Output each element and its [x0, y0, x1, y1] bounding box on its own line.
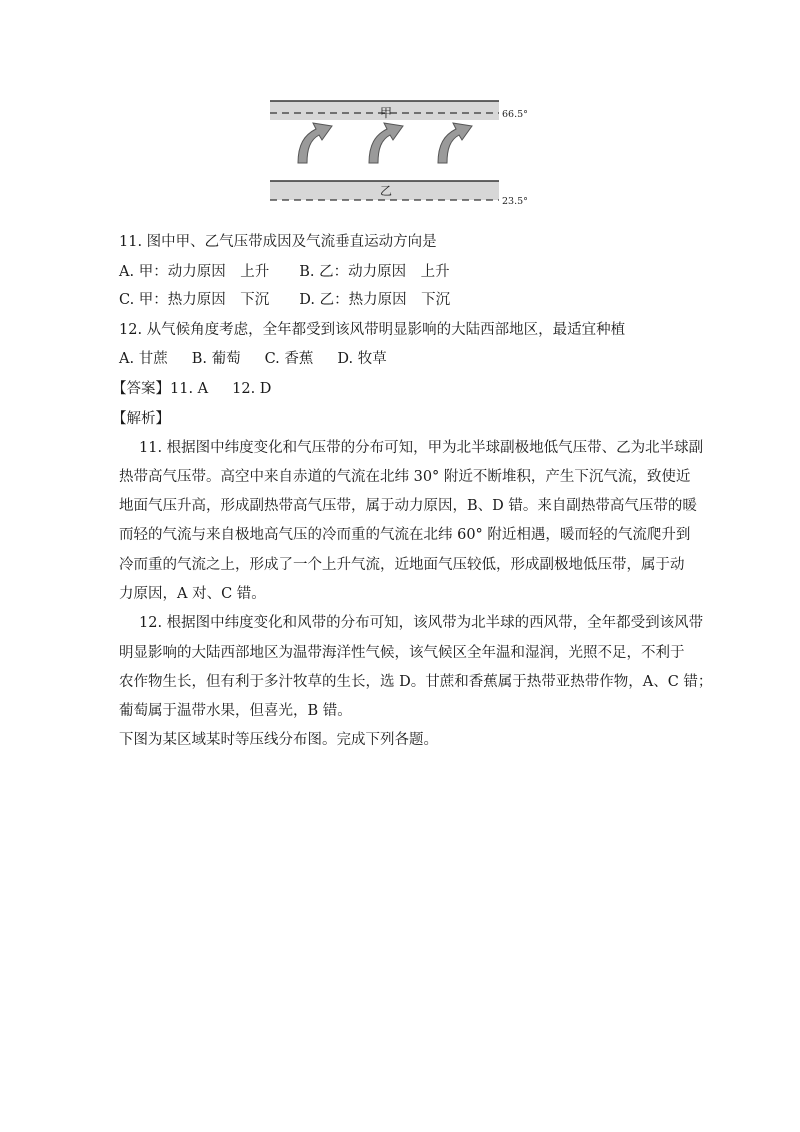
q11-stem: 11. 图中甲、乙气压带成因及气流垂直运动方向是 — [119, 234, 437, 250]
analysis-11-line-4: 而轻的气流与来自极地高气压的冷而重的气流在北纬 60° 附近相遇，暖而轻的气流爬升到 — [119, 527, 691, 543]
analysis-11-line-3: 地面气压升高，形成副热带高气压带，属于动力原因，B、D 错。来自副热带高气压带的暖 — [119, 498, 697, 514]
q12-option-d: D. 牧草 — [337, 351, 387, 367]
analysis-12-line-1: 12. 根据图中纬度变化和风带的分布可知，该风带为北半球的西风带，全年都受到该风带 — [139, 615, 704, 631]
pressure-belt-diagram — [262, 93, 532, 208]
updraft-arrow — [298, 123, 332, 163]
analysis-12-line-4: 葡萄属于温带水果，但喜光，B 错。 — [119, 703, 352, 719]
q11-option-d: D. 乙：热力原因 下沉 — [299, 292, 451, 308]
analysis-label: 【解析】 — [112, 411, 170, 427]
analysis-12-line-3: 农作物生长，但有利于多汁牧草的生长，选 D。甘蔗和香蕉属于热带亚热带作物，A、C 错； — [119, 674, 713, 690]
q11-option-c: C. 甲：热力原因 下沉 — [119, 292, 270, 308]
lat-23-5: 23.5° — [502, 196, 528, 207]
q12-option-b: B. 葡萄 — [191, 351, 241, 367]
analysis-11-line-5: 冷而重的气流之上，形成了一个上升气流，近地面气压较低，形成副极地低压带，属于动 — [119, 557, 685, 573]
lat-66-5: 66.5° — [502, 109, 528, 120]
analysis-12-line-2: 明显影响的大陆西部地区为温带海洋性气候，该气候区全年温和湿润，光照不足，不利于 — [119, 645, 685, 661]
q12-option-c: C. 香蕉 — [264, 351, 314, 367]
answer-11: 11. A — [170, 381, 209, 397]
q11-options-cd — [119, 290, 450, 310]
q11-option-a: A. 甲：动力原因 上升 — [119, 264, 270, 280]
q11-options-ab — [119, 262, 450, 282]
q12-option-a: A. 甘蔗 — [119, 351, 168, 367]
answer-label: 【答案】 — [112, 381, 170, 397]
q12-options — [119, 349, 387, 369]
updraft-arrow — [438, 123, 472, 163]
q11-option-b: B. 乙：动力原因 上升 — [299, 264, 450, 280]
label-yi: 乙 — [379, 184, 393, 198]
updraft-arrow — [369, 123, 403, 163]
q12-stem: 12. 从气候角度考虑，全年都受到该风带明显影响的大陆西部地区，最适宜种植 — [119, 322, 626, 338]
analysis-11-line-2: 热带高气压带。高空中来自赤道的气流在北纬 30° 附近不断堆积，产生下沉气流，致使近 — [119, 469, 691, 485]
analysis-11-line-6: 力原因，A 对、C 错。 — [119, 586, 266, 602]
next-section-intro: 下图为某区域某时等压线分布图。完成下列各题。 — [119, 732, 438, 748]
answer-line — [112, 379, 271, 399]
analysis-11-line-1: 11. 根据图中纬度变化和气压带的分布可知，甲为北半球副极地低气压带、乙为北半球副 — [139, 440, 704, 456]
label-jia: 甲 — [379, 106, 393, 120]
answer-12: 12. D — [232, 381, 272, 397]
